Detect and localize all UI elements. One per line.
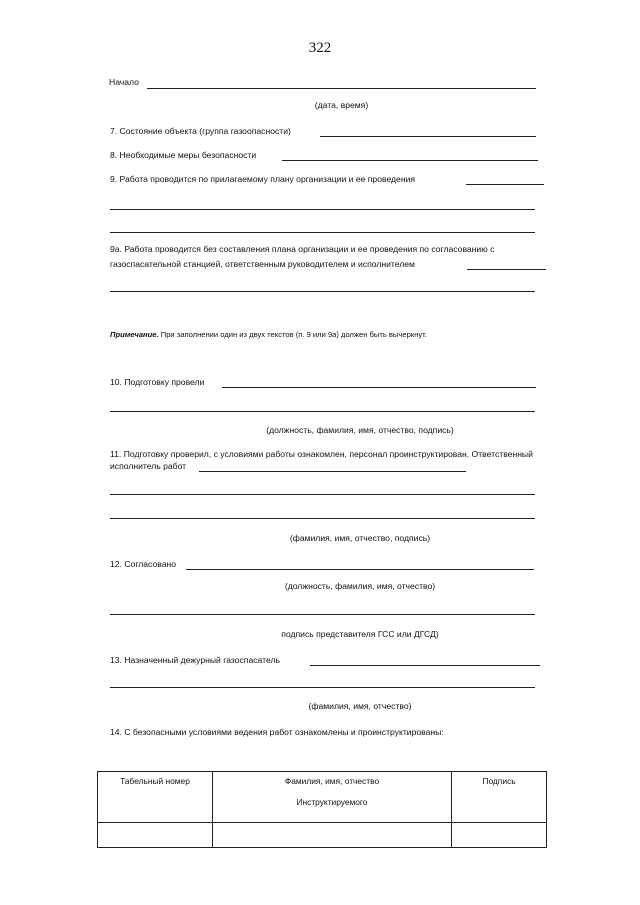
item-9-line-3	[110, 232, 535, 233]
header-full-name-line-2: Инструктируемого	[296, 797, 368, 807]
item-10-line	[222, 387, 536, 388]
item-11-fill-line	[199, 471, 466, 472]
item-9-line-2	[110, 209, 535, 210]
note-text: При заполнении один из двух текстов (п. 9 или 9а) должен быть вычеркнут.	[160, 330, 427, 339]
item-8-line	[282, 160, 538, 161]
header-signature: Подпись	[452, 772, 547, 823]
signature-table	[97, 771, 547, 848]
note-label: Примечание.	[110, 330, 159, 339]
item-12-label: 12. Согласовано	[110, 559, 177, 569]
item-10-line-2	[110, 411, 535, 412]
item-11-line-2: исполнитель работ	[110, 461, 187, 471]
item-8-label: 8. Необходимые меры безопасности	[110, 150, 257, 160]
item-12-line	[186, 569, 534, 570]
item-11-line-1: 11. Подготовку проверил, с условиями работы ознакомлен, персонал проинструктирован. Ответственный	[110, 449, 533, 459]
item-14-label: 14. С безопасными условиями ведения работ ознакомлены и проинструктированы:	[110, 727, 444, 737]
item-10-caption: (должность, фамилия, имя, отчество, подпись)	[266, 425, 454, 435]
item-13-label: 13. Назначенный дежурный газоспасатель	[110, 655, 280, 665]
item-13-line	[310, 665, 540, 666]
item-7-line	[320, 136, 536, 137]
table-header-row	[98, 772, 547, 823]
item-9a-line-3	[110, 291, 535, 292]
header-full-name-line-1: Фамилия, имя, отчество	[284, 776, 380, 786]
cell-tab-number[interactable]	[98, 823, 213, 848]
start-line	[147, 88, 536, 89]
item-10-label: 10. Подготовку провели	[110, 377, 205, 387]
item-11-line-3	[110, 494, 535, 495]
table-row	[98, 823, 547, 848]
item-11-line-4	[110, 518, 535, 519]
item-9-line	[466, 184, 544, 185]
cell-full-name[interactable]	[213, 823, 452, 848]
item-11-caption: (фамилия, имя, отчество, подпись)	[289, 533, 431, 543]
item-13-line-2	[110, 687, 535, 688]
header-tab-number: Табельный номер	[98, 772, 213, 823]
date-time-caption: (дата, время)	[314, 100, 369, 110]
item-12-caption-2: подпись представителя ГСС или ДГСД)	[281, 629, 439, 639]
item-12-line-2	[110, 614, 535, 615]
cell-signature[interactable]	[452, 823, 547, 848]
header-full-name	[213, 772, 452, 823]
item-13-caption: (фамилия, имя, отчество)	[308, 701, 412, 711]
item-9a-fill-line	[467, 269, 546, 270]
item-7-label: 7. Состояние объекта (группа газоопасности)	[110, 126, 291, 136]
page-number: 322	[308, 40, 332, 56]
item-9a-line-1: 9а. Работа проводится без составления плана организации и ее проведения по согласованию с	[110, 244, 495, 254]
start-label: Начало	[109, 77, 139, 87]
item-9a-line-2: газоспасательной станцией, ответственным руководителем и исполнителем	[110, 259, 415, 269]
item-9-label: 9. Работа проводится по прилагаемому плану организации и ее проведения	[110, 174, 416, 184]
note	[110, 330, 427, 339]
item-12-caption: (должность, фамилия, имя, отчество)	[284, 581, 436, 591]
